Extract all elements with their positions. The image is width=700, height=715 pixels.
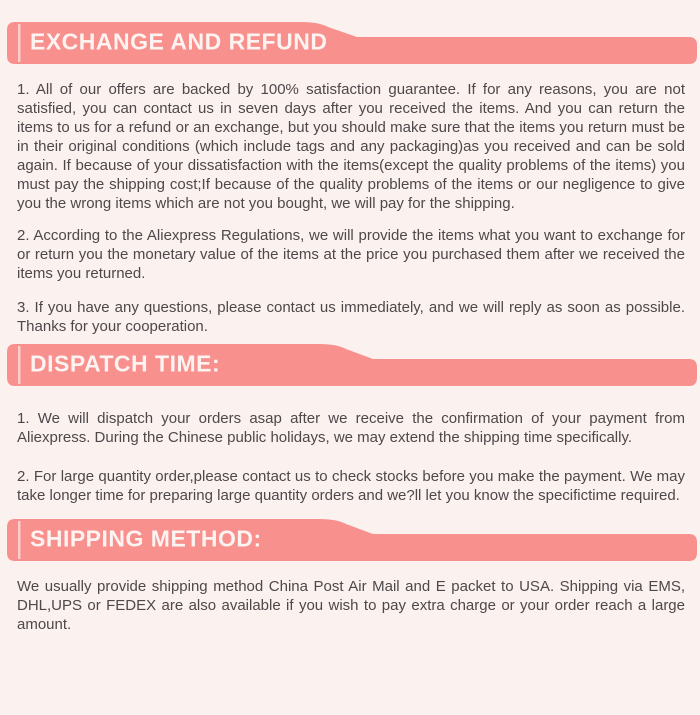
- dispatch-time-body: [0, 409, 700, 505]
- banner-accent-line: [18, 346, 21, 384]
- section-dispatch-time: [0, 344, 700, 505]
- policy-paragraph: 2. According to the Aliexpress Regulations, we will provide the items what you want to exchange for or return you the monetary value of the items at the price you purchased them after we received the items you returned.: [17, 227, 685, 282]
- section-title: SHIPPING METHOD:: [30, 525, 262, 552]
- shipping-method-header: [7, 519, 697, 561]
- shipping-method-body: [0, 577, 700, 634]
- section-title: DISPATCH TIME:: [30, 350, 221, 377]
- section-exchange-and-refund: [0, 22, 700, 336]
- policy-paragraph: 3. If you have any questions, please contact us immediately, and we will reply as soon as possible. Thanks for your cooperation.: [17, 299, 685, 335]
- seller-policy-page: [0, 22, 700, 715]
- policy-paragraph: 1. All of our offers are backed by 100% satisfaction guarantee. If for any reasons, you are not satisfied, you can contact us in seven days after you received the items. And you can return the items to us for a refund or an exchange, but you should make sure that the items you return must be in their original conditions (which include tags and any packaging)as you received and can be sold again. If because of your dissatisfaction with the items(except the quality problems of the items) you must pay the shipping cost;If because of the quality problems of the items or our negligence to give you the wrong items which are not you bought, we will pay for the shipping.: [17, 81, 685, 212]
- policy-paragraph: 2. For large quantity order,please contact us to check stocks before you make the payment. We may take longer time for preparing large quantity orders and we?ll let you know the specifictime required.: [17, 468, 685, 504]
- exchange-refund-body: [0, 80, 700, 336]
- banner-accent-line: [18, 521, 21, 559]
- policy-paragraph: We usually provide shipping method China Post Air Mail and E packet to USA. Shipping via EMS, DHL,UPS or FEDEX are also available if you wish to pay extra charge or your order reach a large amount.: [17, 578, 685, 633]
- section-shipping-method: [0, 519, 700, 634]
- exchange-refund-header: [7, 22, 697, 64]
- section-title: EXCHANGE AND REFUND: [30, 28, 328, 55]
- banner-accent-line: [18, 24, 21, 62]
- dispatch-time-header: [7, 344, 697, 386]
- policy-paragraph: 1. We will dispatch your orders asap after we receive the confirmation of your payment from Aliexpress. During the Chinese public holidays, we may extend the shipping time specifically.: [17, 410, 685, 446]
